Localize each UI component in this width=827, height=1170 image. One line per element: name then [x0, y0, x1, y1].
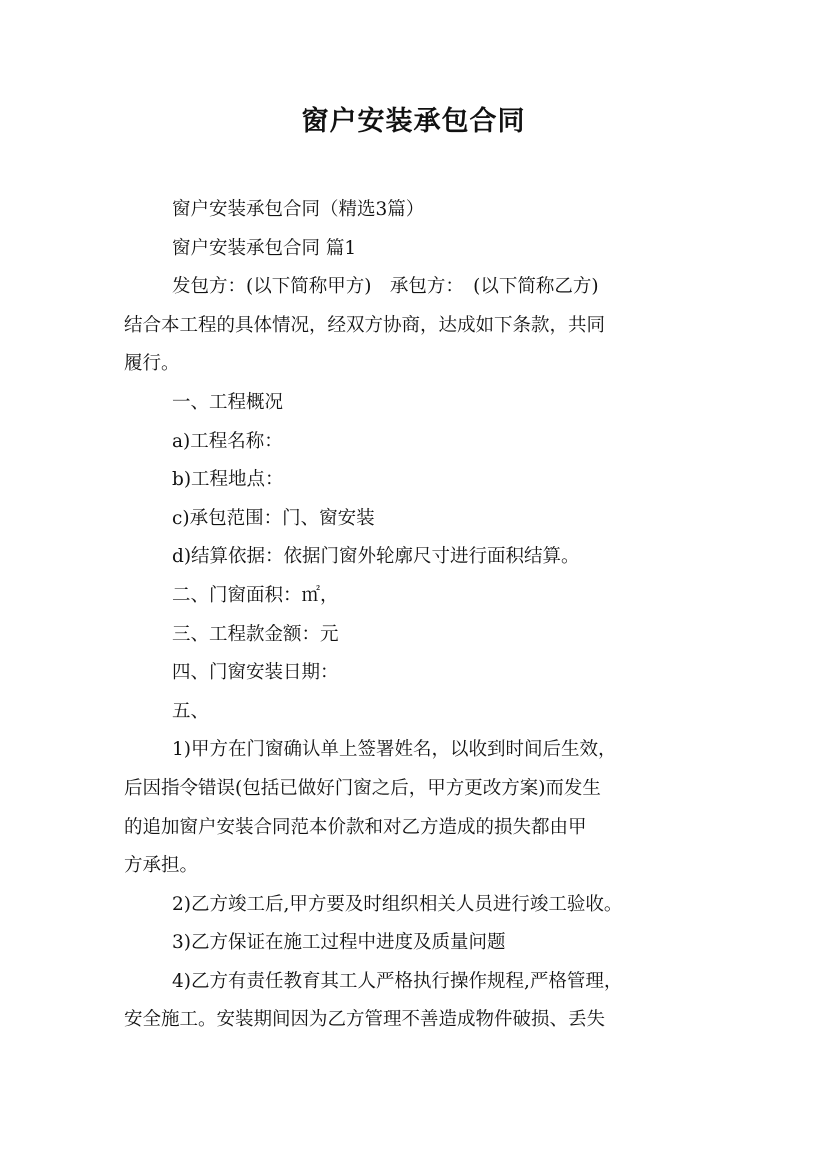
- item-1-heading: 一、工程概况: [172, 391, 284, 413]
- document-body: [124, 191, 714, 1040]
- clause-2: 2)乙方竣工后,甲方要及时组织相关人员进行竣工验收。: [172, 893, 623, 915]
- item-1b: b)工程地点：: [172, 469, 284, 491]
- clause-1-line-3: 的追加窗户安装合同范本价款和对乙方造成的损失都由甲: [124, 816, 587, 838]
- intro-line-2: 结合本工程的具体情况，经双方协商，达成如下条款，共同: [124, 314, 606, 336]
- clause-3: 3)乙方保证在施工过程中进度及质量问题: [172, 932, 506, 954]
- item-5: 五、: [172, 700, 210, 722]
- clause-4-line-2: 安全施工。安装期间因为乙方管理不善造成物件破损、丢失: [124, 1009, 606, 1031]
- clause-1-line-1: 1)甲方在门窗确认单上签署姓名，以收到时间后生效，: [172, 739, 617, 761]
- item-1c: c)承包范围：门、窗安装: [172, 507, 375, 529]
- clause-1-line-4: 方承担。: [124, 855, 199, 877]
- section-heading: 窗户安装承包合同 篇1: [172, 237, 357, 259]
- document-title: 窗户安装承包合同: [301, 106, 526, 137]
- clause-4-line-1: 4)乙方有责任教育其工人严格执行操作规程,严格管理，: [172, 970, 623, 992]
- item-1a: a)工程名称：: [172, 430, 283, 452]
- item-3: 三、工程款金额：元: [172, 623, 339, 645]
- document-subtitle: 窗户安装承包合同（精选3篇）: [172, 199, 425, 220]
- item-2: 二、门窗面积：㎡，: [172, 584, 339, 606]
- clause-1-line-2: 后因指令错误(包括已做好门窗之后，甲方更改方案)而发生: [124, 777, 601, 799]
- item-4: 四、门窗安装日期：: [172, 662, 339, 684]
- intro-line-3: 履行。: [124, 353, 180, 375]
- item-1d: d)结算依据：依据门窗外轮廓尺寸进行面积结算。: [172, 546, 580, 568]
- intro-line-1: 发包方：(以下简称甲方) 承包方： (以下简称乙方): [172, 276, 599, 298]
